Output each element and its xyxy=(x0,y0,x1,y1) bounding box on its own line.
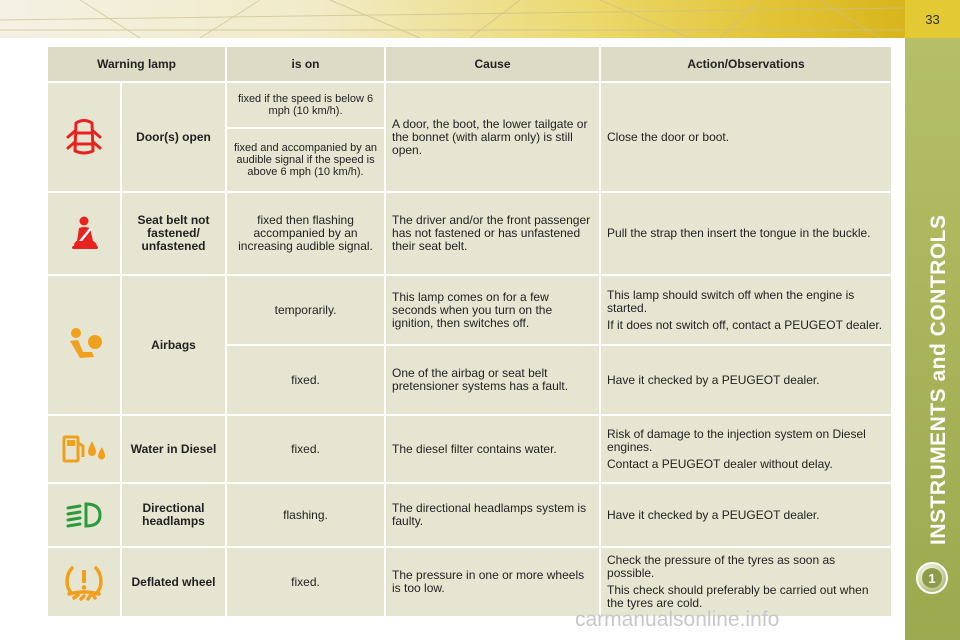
lamp-name: Deflated wheel xyxy=(122,548,225,616)
water-in-diesel-icon xyxy=(59,431,109,467)
cause-text: The pressure in one or more wheels is too low. xyxy=(386,548,599,616)
is-on-value: fixed. xyxy=(227,416,384,482)
headlamp-icon-cell xyxy=(48,484,120,546)
table-row xyxy=(48,548,891,616)
action-paragraph: Risk of damage to the injection system on Diesel engines. xyxy=(607,426,866,454)
table-row xyxy=(48,484,891,546)
table-row xyxy=(48,276,891,344)
action-text xyxy=(601,276,891,344)
page-number: 33 xyxy=(905,0,960,38)
water-icon-cell xyxy=(48,416,120,482)
watermark: carmanualsonline.info xyxy=(575,608,780,631)
header-band xyxy=(0,0,905,38)
airbag-icon xyxy=(64,325,104,365)
action-text xyxy=(601,416,891,482)
lamp-name: Airbags xyxy=(122,276,225,414)
is-on-value: flashing. xyxy=(227,484,384,546)
action-paragraph: This lamp should switch off when the engine is started. xyxy=(607,287,855,315)
action-paragraph: This check should preferably be carried out when the tyres are cold. xyxy=(607,583,869,610)
directional-headlamp-icon xyxy=(64,500,104,530)
cause-text: The directional headlamps system is faulty. xyxy=(386,484,599,546)
is-on-value: temporarily. xyxy=(227,276,384,344)
door-open-icon xyxy=(66,117,102,157)
action-text xyxy=(601,548,891,616)
lamp-name: Directional headlamps xyxy=(122,484,225,546)
chapter-number: 1 xyxy=(922,568,942,588)
deflated-tyre-icon xyxy=(62,562,106,602)
header-warning-lamp: Warning lamp xyxy=(48,47,225,81)
header-pattern xyxy=(0,0,905,38)
action-text: Have it checked by a PEUGEOT dealer. xyxy=(601,484,891,546)
header-is-on: is on xyxy=(227,47,384,81)
lamp-name: Water in Diesel xyxy=(122,416,225,482)
airbag-icon-cell xyxy=(48,276,120,414)
action-text: Close the door or boot. xyxy=(601,83,891,191)
header-action: Action/Observations xyxy=(601,47,891,81)
cause-text: One of the airbag or seat belt pretensioner systems has a fault. xyxy=(386,346,599,414)
is-on-value: fixed then flashing accompanied by an increasing audible signal. xyxy=(227,193,384,274)
cause-text: This lamp comes on for a few seconds when you turn on the ignition, then switches off. xyxy=(386,276,599,344)
lamp-name: Door(s) open xyxy=(122,83,225,191)
seatbelt-icon-cell xyxy=(48,193,120,274)
table-row xyxy=(48,83,891,127)
chapter-badge xyxy=(916,562,948,594)
action-paragraph: If it does not switch off, contact a PEUGEOT dealer. xyxy=(607,317,883,332)
action-paragraph: Check the pressure of the tyres as soon as possible. xyxy=(607,553,836,580)
cause-text: A door, the boot, the lower tailgate or the bonnet (with alarm only) is still open. xyxy=(386,83,599,191)
action-text: Have it checked by a PEUGEOT dealer. xyxy=(601,346,891,414)
table-header-row xyxy=(48,47,891,81)
warning-lamp-table xyxy=(46,45,893,618)
cause-text: The driver and/or the front passenger has not fastened or has unfastened their seat belt. xyxy=(386,193,599,274)
wheel-icon-cell xyxy=(48,548,120,616)
table-row xyxy=(48,193,891,274)
action-paragraph: Contact a PEUGEOT dealer without delay. xyxy=(607,456,833,471)
door-icon-cell xyxy=(48,83,120,191)
lamp-name: Seat belt not fastened/ unfastened xyxy=(122,193,225,274)
seat-belt-icon xyxy=(66,215,102,253)
action-text: Pull the strap then insert the tongue in the buckle. xyxy=(601,193,891,274)
is-on-value: fixed and accompanied by an audible signal if the speed is above 6 mph (10 km/h). xyxy=(227,129,384,191)
chapter-title: INSTRUMENTS and CONTROLS xyxy=(927,214,950,545)
is-on-value: fixed. xyxy=(227,346,384,414)
cause-text: The diesel filter contains water. xyxy=(386,416,599,482)
is-on-value: fixed if the speed is below 6 mph (10 km/h). xyxy=(227,83,384,127)
table-row xyxy=(48,416,891,482)
is-on-value: fixed. xyxy=(227,548,384,616)
header-cause: Cause xyxy=(386,47,599,81)
